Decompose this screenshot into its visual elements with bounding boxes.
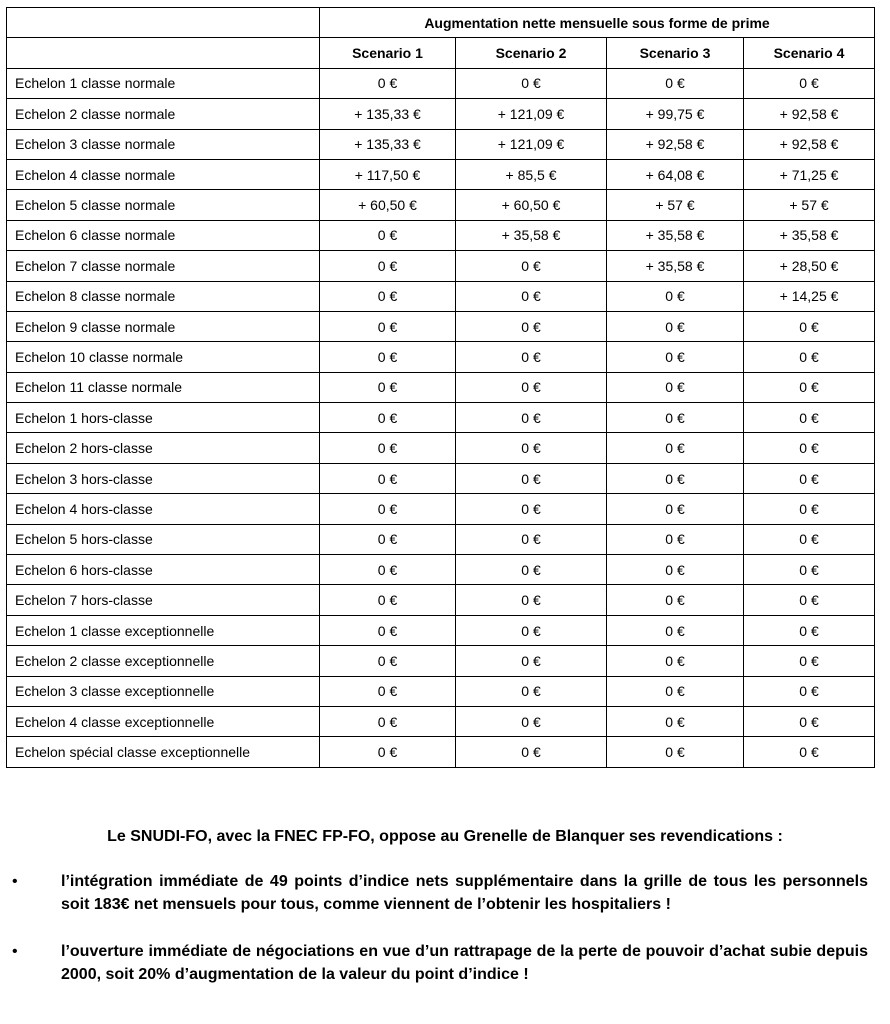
table-row — [7, 281, 875, 311]
cell-scenario-3: 0 € — [607, 311, 744, 341]
table-row — [7, 585, 875, 615]
cell-scenario-1: 0 € — [320, 311, 456, 341]
table-row — [7, 646, 875, 676]
cell-scenario-1: 0 € — [320, 372, 456, 402]
cell-scenario-2: 0 € — [456, 524, 607, 554]
row-label: Echelon 11 classe normale — [7, 372, 320, 402]
cell-scenario-3: + 57 € — [607, 190, 744, 220]
table-row — [7, 463, 875, 493]
column-header-scenario-2: Scenario 2 — [456, 38, 607, 68]
cell-scenario-4: + 28,50 € — [744, 251, 875, 281]
cell-scenario-2: 0 € — [456, 251, 607, 281]
row-label: Echelon 4 classe exceptionnelle — [7, 706, 320, 736]
cell-scenario-1: + 60,50 € — [320, 190, 456, 220]
demands-list — [0, 870, 890, 986]
column-header-scenario-3: Scenario 3 — [607, 38, 744, 68]
cell-scenario-1: 0 € — [320, 342, 456, 372]
demands-heading: Le SNUDI-FO, avec la FNEC FP-FO, oppose au Grenelle de Blanquer ses revendications : — [107, 828, 783, 845]
row-label: Echelon 1 hors-classe — [7, 403, 320, 433]
table-row — [7, 676, 875, 706]
row-label: Echelon 3 classe normale — [7, 129, 320, 159]
cell-scenario-3: + 99,75 € — [607, 99, 744, 129]
cell-scenario-2: + 121,09 € — [456, 99, 607, 129]
demand-text: l’intégration immédiate de 49 points d’indice nets supplémentaire dans la grille de tous les personnels soit 183€ net mensuels pour tous, comme viennent de l’obtenir les hospitaliers ! — [61, 873, 868, 913]
table-row — [7, 494, 875, 524]
table-row — [7, 524, 875, 554]
table-row — [7, 190, 875, 220]
cell-scenario-4: 0 € — [744, 494, 875, 524]
cell-scenario-4: 0 € — [744, 524, 875, 554]
row-label: Echelon 1 classe exceptionnelle — [7, 615, 320, 645]
cell-scenario-4: + 57 € — [744, 190, 875, 220]
cell-scenario-4: 0 € — [744, 68, 875, 98]
cell-scenario-1: 0 € — [320, 737, 456, 767]
row-label: Echelon 7 hors-classe — [7, 585, 320, 615]
cell-scenario-3: + 92,58 € — [607, 129, 744, 159]
cell-scenario-4: 0 € — [744, 737, 875, 767]
cell-scenario-4: + 92,58 € — [744, 99, 875, 129]
bullet-icon: • — [12, 873, 18, 890]
cell-scenario-3: 0 € — [607, 463, 744, 493]
table-row — [7, 342, 875, 372]
table-row — [7, 68, 875, 98]
row-label: Echelon 3 classe exceptionnelle — [7, 676, 320, 706]
cell-scenario-2: + 121,09 € — [456, 129, 607, 159]
cell-scenario-2: 0 € — [456, 585, 607, 615]
demand-item — [0, 940, 890, 986]
cell-scenario-4: 0 € — [744, 676, 875, 706]
demand-item — [0, 870, 890, 916]
row-label: Echelon 2 classe exceptionnelle — [7, 646, 320, 676]
cell-scenario-3: 0 € — [607, 676, 744, 706]
cell-scenario-2: + 85,5 € — [456, 159, 607, 189]
cell-scenario-4: 0 € — [744, 615, 875, 645]
table-row — [7, 433, 875, 463]
cell-scenario-4: 0 € — [744, 555, 875, 585]
cell-scenario-2: 0 € — [456, 615, 607, 645]
cell-scenario-2: 0 € — [456, 555, 607, 585]
cell-scenario-4: 0 € — [744, 311, 875, 341]
table-row — [7, 372, 875, 402]
row-label: Echelon 6 hors-classe — [7, 555, 320, 585]
cell-scenario-1: 0 € — [320, 403, 456, 433]
table-row — [7, 220, 875, 250]
cell-scenario-3: + 35,58 € — [607, 220, 744, 250]
table-body — [7, 68, 875, 767]
row-label: Echelon 5 classe normale — [7, 190, 320, 220]
cell-scenario-4: 0 € — [744, 463, 875, 493]
cell-scenario-4: 0 € — [744, 372, 875, 402]
cell-scenario-3: 0 € — [607, 403, 744, 433]
cell-scenario-2: 0 € — [456, 737, 607, 767]
cell-scenario-3: + 64,08 € — [607, 159, 744, 189]
table-row — [7, 251, 875, 281]
row-label: Echelon 5 hors-classe — [7, 524, 320, 554]
row-label: Echelon 7 classe normale — [7, 251, 320, 281]
group-header-row — [7, 8, 875, 38]
table-row — [7, 615, 875, 645]
cell-scenario-3: 0 € — [607, 646, 744, 676]
table-row — [7, 403, 875, 433]
cell-scenario-1: + 135,33 € — [320, 99, 456, 129]
cell-scenario-2: 0 € — [456, 342, 607, 372]
group-header: Augmentation nette mensuelle sous forme de prime — [320, 8, 875, 38]
cell-scenario-1: 0 € — [320, 524, 456, 554]
cell-scenario-2: 0 € — [456, 463, 607, 493]
row-label: Echelon 1 classe normale — [7, 68, 320, 98]
row-label: Echelon 10 classe normale — [7, 342, 320, 372]
cell-scenario-4: + 71,25 € — [744, 159, 875, 189]
cell-scenario-4: 0 € — [744, 646, 875, 676]
cell-scenario-2: 0 € — [456, 433, 607, 463]
cell-scenario-2: 0 € — [456, 68, 607, 98]
cell-scenario-1: 0 € — [320, 494, 456, 524]
row-label: Echelon 4 hors-classe — [7, 494, 320, 524]
row-label: Echelon 9 classe normale — [7, 311, 320, 341]
table-row — [7, 555, 875, 585]
cell-scenario-2: 0 € — [456, 494, 607, 524]
column-header-scenario-4: Scenario 4 — [744, 38, 875, 68]
table-row — [7, 706, 875, 736]
row-label: Echelon 6 classe normale — [7, 220, 320, 250]
row-label: Echelon 2 classe normale — [7, 99, 320, 129]
cell-scenario-1: + 117,50 € — [320, 159, 456, 189]
cell-scenario-1: 0 € — [320, 615, 456, 645]
demand-text: l’ouverture immédiate de négociations en vue d’un rattrapage de la perte de pouvoir d’achat subie depuis 2000, soit 20% d’augmentation de la valeur du point d’indice ! — [61, 943, 868, 983]
cell-scenario-4: 0 € — [744, 706, 875, 736]
cell-scenario-3: 0 € — [607, 342, 744, 372]
row-label: Echelon 2 hors-classe — [7, 433, 320, 463]
cell-scenario-3: 0 € — [607, 706, 744, 736]
row-label: Echelon 3 hors-classe — [7, 463, 320, 493]
cell-scenario-3: 0 € — [607, 281, 744, 311]
cell-scenario-2: 0 € — [456, 676, 607, 706]
row-label: Echelon spécial classe exceptionnelle — [7, 737, 320, 767]
bullet-icon: • — [12, 943, 18, 960]
cell-scenario-1: 0 € — [320, 220, 456, 250]
cell-scenario-1: 0 € — [320, 585, 456, 615]
row-label: Echelon 8 classe normale — [7, 281, 320, 311]
cell-scenario-3: 0 € — [607, 585, 744, 615]
cell-scenario-1: 0 € — [320, 433, 456, 463]
cell-scenario-4: 0 € — [744, 585, 875, 615]
table-row — [7, 737, 875, 767]
demands-section — [0, 820, 890, 986]
cell-scenario-4: + 35,58 € — [744, 220, 875, 250]
row-label: Echelon 4 classe normale — [7, 159, 320, 189]
cell-scenario-1: 0 € — [320, 68, 456, 98]
cell-scenario-3: 0 € — [607, 372, 744, 402]
cell-scenario-3: 0 € — [607, 615, 744, 645]
cell-scenario-4: 0 € — [744, 342, 875, 372]
cell-scenario-1: 0 € — [320, 555, 456, 585]
cell-scenario-1: + 135,33 € — [320, 129, 456, 159]
cell-scenario-3: + 35,58 € — [607, 251, 744, 281]
cell-scenario-2: 0 € — [456, 706, 607, 736]
cell-scenario-1: 0 € — [320, 706, 456, 736]
cell-scenario-1: 0 € — [320, 281, 456, 311]
cell-scenario-2: + 60,50 € — [456, 190, 607, 220]
cell-scenario-1: 0 € — [320, 676, 456, 706]
column-header-row — [7, 38, 875, 68]
cell-scenario-4: + 92,58 € — [744, 129, 875, 159]
cell-scenario-3: 0 € — [607, 524, 744, 554]
cell-scenario-3: 0 € — [607, 433, 744, 463]
table-row — [7, 99, 875, 129]
label-column-header — [7, 38, 320, 68]
cell-scenario-4: + 14,25 € — [744, 281, 875, 311]
cell-scenario-1: 0 € — [320, 463, 456, 493]
cell-scenario-1: 0 € — [320, 251, 456, 281]
cell-scenario-2: 0 € — [456, 646, 607, 676]
table-row — [7, 159, 875, 189]
column-header-scenario-1: Scenario 1 — [320, 38, 456, 68]
cell-scenario-2: 0 € — [456, 372, 607, 402]
cell-scenario-3: 0 € — [607, 737, 744, 767]
cell-scenario-1: 0 € — [320, 646, 456, 676]
corner-cell — [7, 8, 320, 38]
table-row — [7, 129, 875, 159]
cell-scenario-4: 0 € — [744, 403, 875, 433]
cell-scenario-2: 0 € — [456, 281, 607, 311]
cell-scenario-2: + 35,58 € — [456, 220, 607, 250]
cell-scenario-3: 0 € — [607, 68, 744, 98]
cell-scenario-3: 0 € — [607, 555, 744, 585]
prime-table — [6, 7, 875, 768]
cell-scenario-3: 0 € — [607, 494, 744, 524]
cell-scenario-2: 0 € — [456, 311, 607, 341]
cell-scenario-4: 0 € — [744, 433, 875, 463]
cell-scenario-2: 0 € — [456, 403, 607, 433]
table-row — [7, 311, 875, 341]
